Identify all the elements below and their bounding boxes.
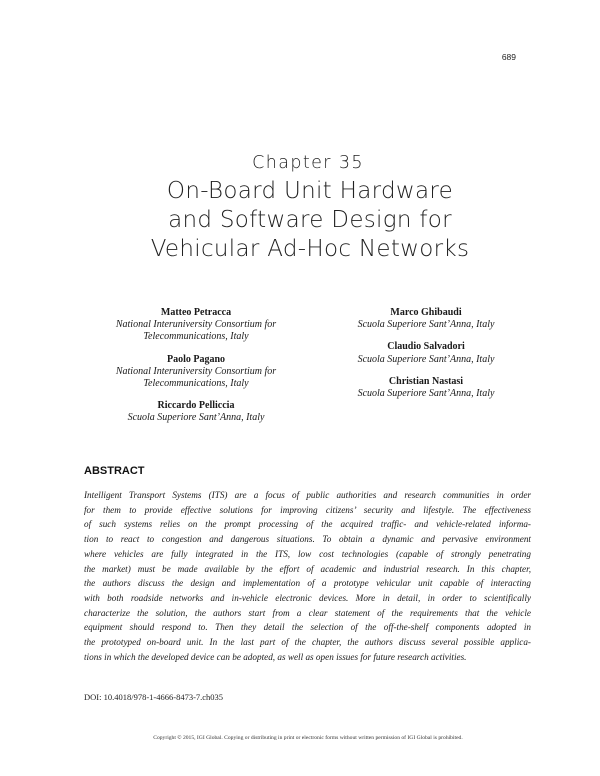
abstract-line: with both roadside networks and in-vehicle electronic devices. More in detail, in order to scientifically: [84, 592, 531, 603]
doi: DOI: 10.4018/978-1-4666-8473-7.ch035: [84, 692, 224, 702]
author-affiliation: Scuola Superiore Sant’Anna, Italy: [357, 319, 495, 331]
abstract-line: where vehicles are fully integrated in the ITS, low cost technologies (capable of strongly penetrating: [84, 548, 531, 559]
chapter-label: Chapter 35: [252, 153, 364, 173]
abstract-line: Intelligent Transport Systems (ITS) are a focus of public authorities and research communities in order: [84, 490, 531, 500]
chapter-title-line: and Software Design for: [168, 207, 452, 233]
chapter-title: [100, 177, 520, 264]
abstract-body: [84, 488, 531, 664]
authors-left-column: [96, 307, 296, 435]
abstract-line: the authors discuss the design and implementation of a prototype vehicular unit capable of interacting: [84, 578, 531, 589]
author-affiliation: Scuola Superiore Sant’Anna, Italy: [357, 388, 495, 400]
abstract-line: for them to provide effective solutions for improving citizens’ security and lifestyle. The effectiveness: [84, 504, 531, 515]
author-name: Matteo Petracca: [160, 307, 232, 318]
author-name: Paolo Pagano: [166, 353, 226, 365]
abstract-line: tions in which the developed device can be adopted, as well as open issues for future research activities.: [84, 651, 467, 662]
author-entry: [326, 307, 526, 331]
abstract-line: equipment should respond to. Then they detail the selection of the off-the-shelf components adopted in: [84, 622, 531, 633]
author-entry: [96, 400, 296, 424]
chapter-title-line: On-Board Unit Hardware: [166, 178, 454, 204]
author-affiliation: Telecommunications, Italy: [143, 331, 249, 343]
abstract-line: of such systems relies on the prompt processing of the acquired traffic- and vehicle-related informa-: [84, 519, 531, 530]
abstract-line: tion to react to congestion and dangerous situations. To obtain a dynamic and pervasive environment: [84, 534, 531, 545]
author-affiliation: National Interuniversity Consortium for: [115, 319, 277, 331]
author-affiliation: Scuola Superiore Sant’Anna, Italy: [357, 353, 495, 365]
page-number: 689: [501, 52, 516, 62]
author-entry: [326, 376, 526, 400]
author-name: Riccardo Pelliccia: [157, 400, 235, 412]
author-name: Christian Nastasi: [388, 375, 464, 387]
chapter-title-line: Vehicular Ad-Hoc Networks: [150, 236, 470, 262]
author-entry: [96, 354, 296, 391]
abstract-line: characterize the solution, the authors start from a clear statement of the requirements that the vehicle: [84, 607, 531, 618]
abstract-line: the market) must be made available by the effort of academic and industrial research. In this chapter,: [84, 563, 531, 574]
author-entry: [96, 307, 296, 344]
author-affiliation: Telecommunications, Italy: [143, 378, 249, 390]
authors-right-column: [326, 307, 526, 410]
author-name: Claudio Salvadori: [387, 341, 465, 353]
abstract-heading: ABSTRACT: [84, 465, 145, 477]
copyright-notice: Copyright © 2015, IGI Global. Copying or distributing in print or electronic forms without written permission of IGI Global is prohibited.: [153, 735, 463, 741]
author-name: Marco Ghibaudi: [390, 307, 462, 318]
author-affiliation: Scuola Superiore Sant’Anna, Italy: [127, 412, 265, 424]
abstract-line: the prototyped on-board unit. In the last part of the chapter, the authors discuss several possible applica-: [84, 637, 531, 648]
author-affiliation: National Interuniversity Consortium for: [115, 365, 277, 377]
author-entry: [326, 341, 526, 365]
